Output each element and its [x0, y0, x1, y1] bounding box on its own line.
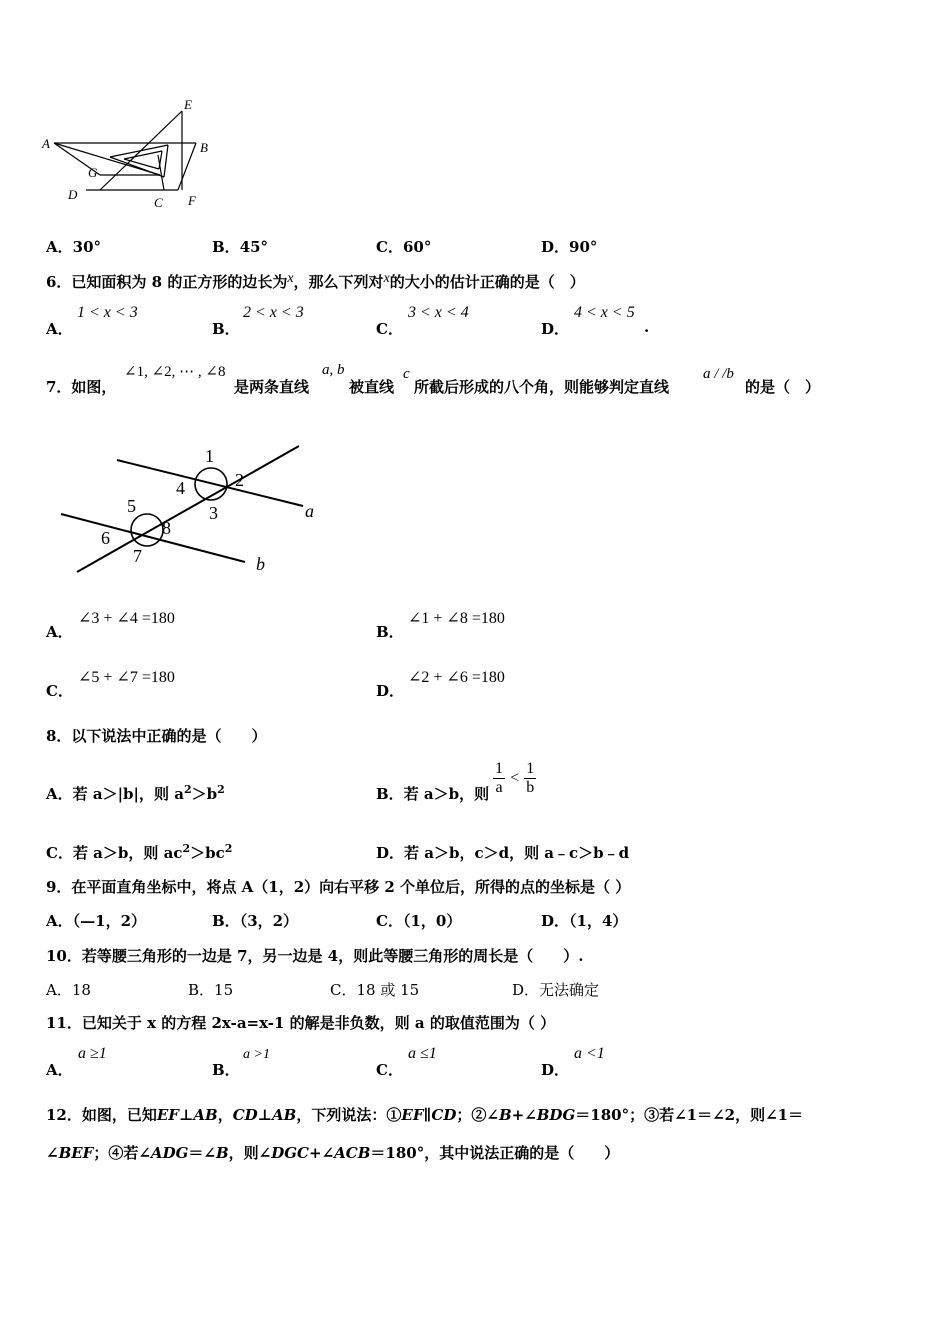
q7-option-d: D． — [376, 682, 405, 700]
q7-label-2: 2 — [235, 470, 244, 490]
q6-option-d: D． — [541, 320, 570, 338]
q12-line-1: 12．如图，已知EF⊥AB，CD⊥AB，下列说法：①EF∥CD；②∠B+∠BDG＝180°；③若∠1＝∠2，则∠1＝ — [46, 1106, 804, 1124]
q5-option-b: B．45° — [212, 238, 269, 256]
q5-option-a: A．30° — [46, 238, 102, 256]
q7-label-4: 4 — [176, 478, 185, 498]
q10-option-c: C．18 或 15 — [330, 981, 420, 999]
q7-label-7: 7 — [133, 546, 142, 566]
q9-option-c: C．（1，0） — [376, 912, 462, 930]
q9-option-b: B．（3，2） — [212, 912, 299, 930]
q6-option-b-expr: 2 < x < 3 — [243, 304, 304, 321]
fig5-label-g: G — [88, 165, 98, 180]
q6-option-d-expr: 4 < x < 5 — [574, 304, 635, 321]
q6-option-b: B． — [212, 320, 240, 338]
q8-option-c: C．若 a＞b，则 $ac^2>bc^2$ — [46, 842, 233, 862]
q11-stem: 11．已知关于 x 的方程 2x-a=x-1 的解是非负数，则 a 的取值范围为（ ） — [46, 1014, 556, 1032]
q5-option-d: D．90° — [541, 238, 598, 256]
q10-option-d: D．无法确定 — [512, 981, 600, 999]
q11-option-b-expr: a >1 — [243, 1047, 270, 1062]
q7-figure — [55, 440, 330, 580]
q11-option-c-expr: a ≤1 — [408, 1045, 437, 1062]
q7-stem-c: 被直线 — [349, 378, 395, 396]
fig5-label-b: B — [200, 140, 208, 155]
q9-stem: 9．在平面直角坐标中，将点 A（1，2）向右平移 2 个单位后，所得的点的坐标是（ ） — [46, 878, 631, 896]
q7-option-c: C． — [46, 682, 73, 700]
q11-option-a-expr: a ≥1 — [78, 1045, 107, 1062]
q7-option-b: B． — [376, 623, 404, 641]
q8-option-b: B．若 a＞b，则 — [376, 785, 490, 803]
q9-option-a: A．（—1，2） — [46, 912, 147, 930]
q8-option-d: D．若 a＞b，c＞d，则 a﹣c＞b﹣d — [376, 844, 630, 862]
q7-option-a-expr: ∠3 + ∠4 =180 — [78, 610, 175, 627]
q7-option-c-expr: ∠5 + ∠7 =180 — [78, 669, 175, 686]
q7-label-6: 6 — [101, 528, 110, 548]
q8-stem: 8．以下说法中正确的是（ ） — [46, 727, 267, 745]
q11-option-a: A． — [46, 1061, 73, 1079]
q7-label-8: 8 — [162, 518, 171, 538]
q7-stem-d: 所截后形成的八个角，则能够判定直线 — [414, 378, 670, 396]
q5-option-c: C．60° — [376, 238, 432, 256]
q6-option-c-expr: 3 < x < 4 — [408, 304, 469, 321]
q10-option-a: A．18 — [46, 981, 91, 999]
q7-stem-e: 的是（ ） — [745, 378, 821, 396]
q6-option-a-expr: 1 < x < 3 — [77, 304, 138, 321]
q7-stem-b: 是两条直线 — [234, 378, 310, 396]
q10-option-b: B．15 — [188, 981, 234, 999]
q5-figure — [40, 95, 230, 215]
q7-label-5: 5 — [127, 496, 136, 516]
q6-end-dot: . — [644, 318, 650, 336]
q7-angles: ∠1, ∠2, ⋯ , ∠8 — [124, 364, 226, 380]
q8-option-b-fraction — [493, 760, 536, 797]
q6-option-c: C． — [376, 320, 403, 338]
q7-option-a: A． — [46, 623, 73, 641]
fig5-label-e: E — [184, 97, 192, 112]
q11-option-d-expr: a <1 — [574, 1045, 605, 1062]
fig5-label-a: A — [42, 136, 50, 151]
q7-lines-ab: a, b — [322, 362, 345, 378]
q6-option-a: A． — [46, 320, 73, 338]
q6-stem: 6．已知面积为 8 的正方形的边长为x，那么下列对x的大小的估计正确的是（ ） — [46, 271, 585, 291]
q11-option-d: D． — [541, 1061, 570, 1079]
q10-stem: 10．若等腰三角形的一边是 7，另一边是 4，则此等腰三角形的周长是（ ）. — [46, 947, 584, 965]
q11-option-b: B． — [212, 1061, 240, 1079]
q7-label-b: b — [256, 554, 265, 574]
q11-option-c: C． — [376, 1061, 403, 1079]
fig5-label-f: F — [188, 193, 196, 208]
fraction-1-over-b: $\frac{1}{b}$ — [526, 760, 535, 796]
less-than: < — [510, 769, 520, 787]
q7-label-3: 3 — [209, 503, 218, 523]
q9-option-d: D．（1，4） — [541, 912, 628, 930]
q7-option-b-expr: ∠1 + ∠8 =180 — [408, 610, 505, 627]
q7-label-a: a — [305, 501, 314, 521]
fig5-label-d: D — [68, 187, 78, 202]
q7-option-d-expr: ∠2 + ∠6 =180 — [408, 669, 505, 686]
q7-label-1: 1 — [205, 446, 214, 466]
q8-option-a: A．若 a＞|b|，则 $a^2>b^2$ — [46, 783, 225, 803]
q7-stem: 7．如图， — [46, 378, 117, 396]
q7-line-c: c — [403, 366, 410, 382]
q12-line-2: ∠BEF；④若∠ADG＝∠B，则∠DGC+∠ACB＝180°，其中说法正确的是（ ） — [46, 1144, 620, 1162]
q7-parallel: a / /b — [703, 366, 734, 382]
fraction-1-over-a: $\frac{1}{a}$ — [495, 760, 503, 796]
fig5-label-c: C — [154, 195, 163, 210]
